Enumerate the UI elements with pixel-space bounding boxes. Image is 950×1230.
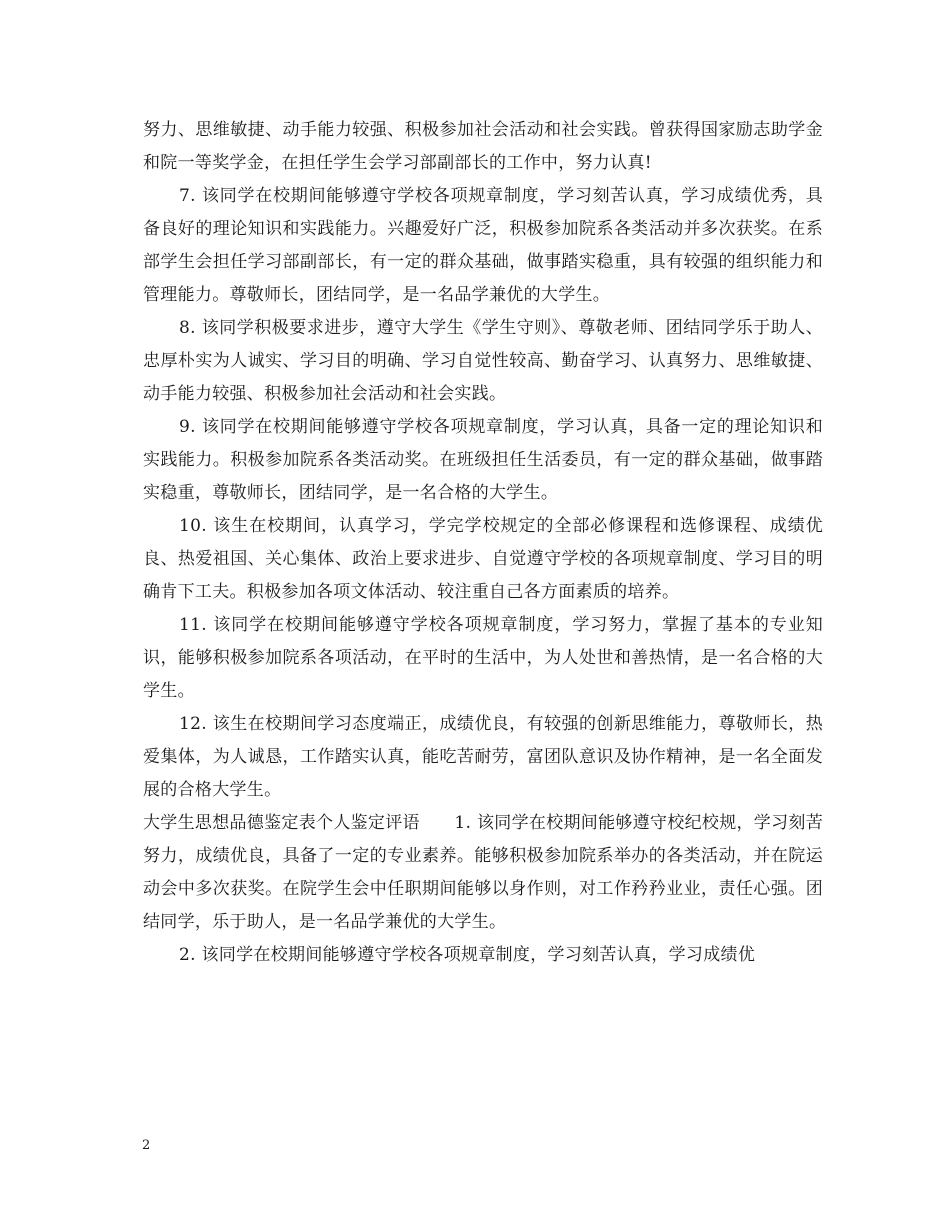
page-number: 2 [142,1138,151,1153]
document-body [143,114,823,972]
section-heading-paragraph: 大学生思想品德鉴定表个人鉴定评语 1. 该同学在校期间能够遵守校纪校规，学习刻苦努力，成绩优良，具备了一定的专业素养。能够积极参加院系举办的各类活动，并在院运动会中多次获奖。在院学生会中任职期间能够以身作则，对工作矜矜业业，责任心强。团结同学，乐于助人，是一名品学兼优的大学生。 [143,813,823,932]
paragraph-item-7: 7. 该同学在校期间能够遵守学校各项规章制度，学习刻苦认真，学习成绩优秀，具备良好的理论知识和实践能力。兴趣爱好广泛，积极参加院系各类活动并多次获奖。在系部学生会担任学习部副部长，有一定的群众基础，做事踏实稳重，具有较强的组织能力和管理能力。尊敬师长，团结同学，是一名品学兼优的大学生。 [143,186,823,305]
paragraph-continuation: 努力、思维敏捷、动手能力较强、积极参加社会活动和社会实践。曾获得国家励志助学金和院一等奖学金，在担任学生会学习部副部长的工作中，努力认真! [143,120,823,173]
paragraph-item-2: 2. 该同学在校期间能够遵守学校各项规章制度，学习刻苦认真，学习成绩优 [179,945,756,965]
paragraph-item-10: 10. 该生在校期间，认真学习，学完学校规定的全部必修课程和选修课程、成绩优良、热爱祖国、关心集体、政治上要求进步、自觉遵守学校的各项规章制度、学习目的明确肯下工夫。积极参加各项文体活动、较注重自己各方面素质的培养。 [143,516,823,602]
paragraph-item-12: 12. 该生在校期间学习态度端正，成绩优良，有较强的创新思维能力，尊敬师长，热爱集体，为人诚恳，工作踏实认真，能吃苦耐劳，富团队意识及协作精神，是一名全面发展的合格大学生。 [143,714,823,800]
paragraph-item-9: 9. 该同学在校期间能够遵守学校各项规章制度，学习认真，具备一定的理论知识和实践能力。积极参加院系各类活动奖。在班级担任生活委员，有一定的群众基础，做事踏实稳重，尊敬师长，团结同学，是一名合格的大学生。 [143,417,823,503]
paragraph-item-8: 8. 该同学积极要求进步，遵守大学生《学生守则》、尊敬老师、团结同学乐于助人、忠厚朴实为人诚实、学习目的明确、学习自觉性较高、勤奋学习、认真努力、思维敏捷、动手能力较强、积极参加社会活动和社会实践。 [143,318,823,404]
paragraph-item-11: 11. 该同学在校期间能够遵守学校各项规章制度，学习努力，掌握了基本的专业知识，能够积极参加院系各项活动，在平时的生活中，为人处世和善热情，是一名合格的大学生。 [143,615,823,701]
